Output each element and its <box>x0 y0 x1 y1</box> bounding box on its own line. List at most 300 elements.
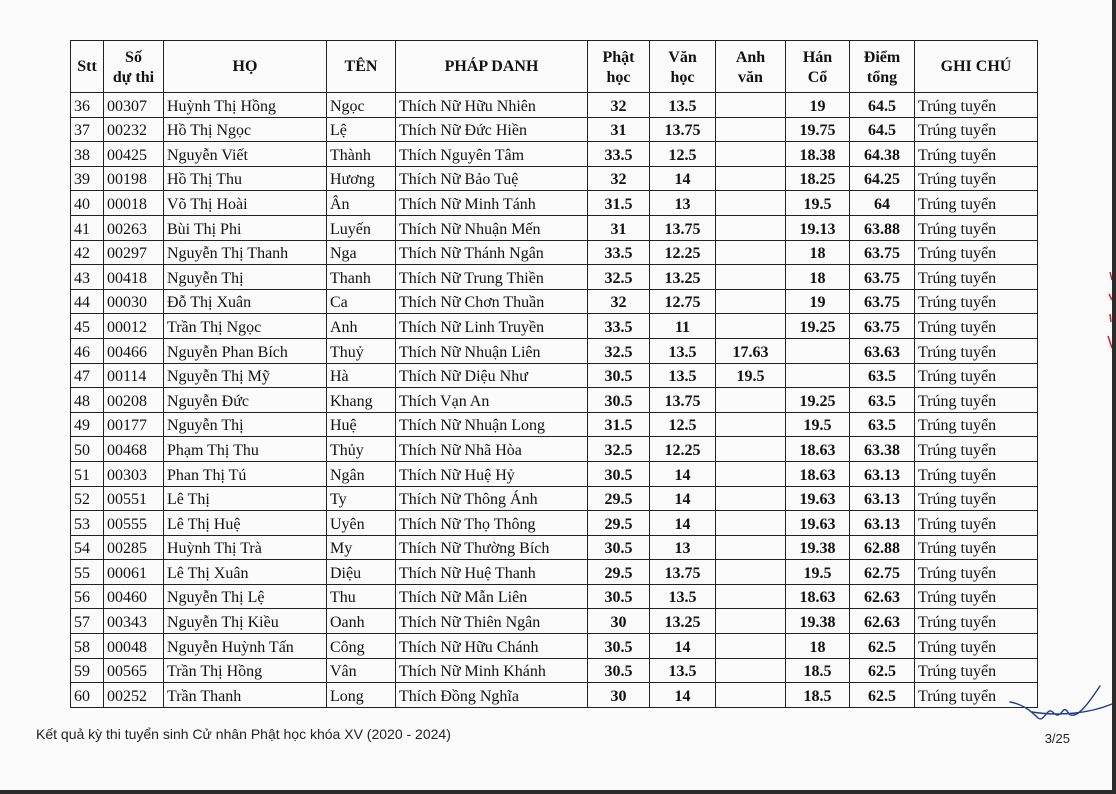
header-label: tổng <box>866 69 898 86</box>
cell-han-co: 19.5 <box>786 560 850 585</box>
cell-so-du-thi: 00012 <box>104 314 164 339</box>
cell-phat-hoc: 29.5 <box>588 486 650 511</box>
cell-diem-tong: 62.88 <box>850 535 915 560</box>
cell-ten: Diệu <box>327 560 396 585</box>
cell-han-co: 19.38 <box>786 609 850 634</box>
cell-ho: Lê Thị Xuân <box>164 560 327 585</box>
cell-ghi-chu: Trúng tuyển <box>915 289 1038 314</box>
cell-diem-tong: 62.63 <box>850 609 915 634</box>
cell-anh-van: 19.5 <box>716 363 786 388</box>
cell-ho: Hồ Thị Thu <box>164 166 327 191</box>
cell-phat-hoc: 31.5 <box>588 191 650 216</box>
cell-ten: My <box>327 535 396 560</box>
cell-han-co: 19.13 <box>786 215 850 240</box>
cell-stt: 50 <box>71 437 104 462</box>
cell-phat-hoc: 31 <box>588 117 650 142</box>
cell-phat-hoc: 31.5 <box>588 412 650 437</box>
cell-anh-van <box>716 658 786 683</box>
cell-han-co: 19.75 <box>786 117 850 142</box>
header-ho: HỌ <box>164 41 327 93</box>
cell-stt: 53 <box>71 511 104 536</box>
cell-han-co: 18.25 <box>786 166 850 191</box>
cell-diem-tong: 62.5 <box>850 634 915 659</box>
cell-phap-danh: Thích Nữ Minh Khánh <box>396 658 588 683</box>
cell-ho: Hồ Thị Ngọc <box>164 117 327 142</box>
cell-van-hoc: 12.5 <box>650 412 716 437</box>
table-row <box>71 142 1038 167</box>
cell-ten: Thủy <box>327 437 396 462</box>
cell-diem-tong: 64 <box>850 191 915 216</box>
table-row <box>71 560 1038 585</box>
cell-han-co <box>786 338 850 363</box>
cell-phap-danh: Thích Nữ Thường Bích <box>396 535 588 560</box>
cell-phap-danh: Thích Nữ Trung Thiền <box>396 265 588 290</box>
cell-phat-hoc: 32.5 <box>588 265 650 290</box>
cell-diem-tong: 64.5 <box>850 117 915 142</box>
cell-anh-van <box>716 535 786 560</box>
table-row <box>71 461 1038 486</box>
table-row <box>71 289 1038 314</box>
cell-stt: 59 <box>71 658 104 683</box>
cell-ghi-chu: Trúng tuyển <box>915 117 1038 142</box>
cell-diem-tong: 63.13 <box>850 486 915 511</box>
cell-diem-tong: 63.13 <box>850 511 915 536</box>
signature-mark <box>1008 680 1114 726</box>
cell-han-co: 19.38 <box>786 535 850 560</box>
cell-phat-hoc: 30.5 <box>588 584 650 609</box>
cell-ho: Phan Thị Tú <box>164 461 327 486</box>
table-row <box>71 265 1038 290</box>
cell-ho: Nguyễn Huỳnh Tấn <box>164 634 327 659</box>
cell-phap-danh: Thích Nguyên Tâm <box>396 142 588 167</box>
table-row <box>71 314 1038 339</box>
cell-van-hoc: 14 <box>650 683 716 708</box>
header-so-du-thi <box>104 41 164 93</box>
table-row <box>71 683 1038 708</box>
cell-phap-danh: Thích Nữ Thánh Ngân <box>396 240 588 265</box>
cell-diem-tong: 63.5 <box>850 388 915 413</box>
cell-so-du-thi: 00198 <box>104 166 164 191</box>
cell-van-hoc: 13 <box>650 535 716 560</box>
cell-stt: 60 <box>71 683 104 708</box>
cell-stt: 48 <box>71 388 104 413</box>
cell-anh-van <box>716 314 786 339</box>
cell-ghi-chu: Trúng tuyển <box>915 412 1038 437</box>
cell-han-co: 18.63 <box>786 461 850 486</box>
table-row <box>71 658 1038 683</box>
header-ghi-chu: GHI CHÚ <box>915 41 1038 93</box>
table-row <box>71 117 1038 142</box>
cell-han-co: 19.25 <box>786 314 850 339</box>
cell-phat-hoc: 30.5 <box>588 658 650 683</box>
header-label: học <box>606 69 631 86</box>
cell-anh-van <box>716 511 786 536</box>
table-row <box>71 486 1038 511</box>
cell-so-du-thi: 00018 <box>104 191 164 216</box>
cell-phap-danh: Thích Nữ Thông Ánh <box>396 486 588 511</box>
cell-anh-van <box>716 117 786 142</box>
cell-ten: Long <box>327 683 396 708</box>
table-row <box>71 535 1038 560</box>
cell-ten: Thuỷ <box>327 338 396 363</box>
cell-diem-tong: 63.75 <box>850 314 915 339</box>
cell-van-hoc: 13.75 <box>650 215 716 240</box>
cell-van-hoc: 14 <box>650 166 716 191</box>
cell-han-co: 19.5 <box>786 412 850 437</box>
cell-diem-tong: 63.75 <box>850 240 915 265</box>
cell-ghi-chu: Trúng tuyển <box>915 314 1038 339</box>
header-label: Hán <box>802 49 833 66</box>
cell-stt: 58 <box>71 634 104 659</box>
table-row <box>71 191 1038 216</box>
cell-ten: Khang <box>327 388 396 413</box>
cell-phap-danh: Thích Nữ Thọ Thông <box>396 511 588 536</box>
cell-phat-hoc: 30 <box>588 683 650 708</box>
cell-van-hoc: 12.25 <box>650 437 716 462</box>
cell-so-du-thi: 00208 <box>104 388 164 413</box>
cell-phat-hoc: 30.5 <box>588 388 650 413</box>
cell-stt: 44 <box>71 289 104 314</box>
table-row <box>71 93 1038 118</box>
scan-edge-right <box>1112 0 1116 794</box>
table-row <box>71 634 1038 659</box>
cell-diem-tong: 63.75 <box>850 289 915 314</box>
cell-phap-danh: Thích Đồng Nghĩa <box>396 683 588 708</box>
cell-stt: 43 <box>71 265 104 290</box>
cell-ho: Trần Thanh <box>164 683 327 708</box>
cell-anh-van <box>716 560 786 585</box>
cell-ho: Nguyễn Thị Lệ <box>164 584 327 609</box>
cell-anh-van <box>716 240 786 265</box>
cell-han-co: 18 <box>786 265 850 290</box>
cell-van-hoc: 13.75 <box>650 560 716 585</box>
cell-phap-danh: Thích Nữ Minh Tánh <box>396 191 588 216</box>
cell-ten: Lệ <box>327 117 396 142</box>
cell-ten: Huệ <box>327 412 396 437</box>
cell-anh-van <box>716 683 786 708</box>
cell-ho: Phạm Thị Thu <box>164 437 327 462</box>
table-row <box>71 412 1038 437</box>
cell-ho: Lê Thị Huệ <box>164 511 327 536</box>
cell-anh-van <box>716 388 786 413</box>
cell-phap-danh: Thích Nữ Huệ Hỷ <box>396 461 588 486</box>
cell-diem-tong: 63.38 <box>850 437 915 462</box>
cell-so-du-thi: 00232 <box>104 117 164 142</box>
cell-ten: Thu <box>327 584 396 609</box>
cell-phat-hoc: 33.5 <box>588 240 650 265</box>
cell-so-du-thi: 00252 <box>104 683 164 708</box>
cell-anh-van: 17.63 <box>716 338 786 363</box>
cell-ghi-chu: Trúng tuyển <box>915 486 1038 511</box>
cell-diem-tong: 64.25 <box>850 166 915 191</box>
cell-phap-danh: Thích Nữ Nhuận Mến <box>396 215 588 240</box>
cell-diem-tong: 64.5 <box>850 93 915 118</box>
header-diem-tong <box>850 41 915 93</box>
cell-ho: Huỳnh Thị Trà <box>164 535 327 560</box>
cell-anh-van <box>716 437 786 462</box>
cell-han-co <box>786 363 850 388</box>
cell-diem-tong: 62.63 <box>850 584 915 609</box>
header-label: văn <box>738 69 763 86</box>
cell-han-co: 18.63 <box>786 437 850 462</box>
cell-so-du-thi: 00307 <box>104 93 164 118</box>
cell-phat-hoc: 30.5 <box>588 634 650 659</box>
cell-van-hoc: 13.25 <box>650 609 716 634</box>
cell-phat-hoc: 32.5 <box>588 338 650 363</box>
cell-ten: Nga <box>327 240 396 265</box>
cell-so-du-thi: 00061 <box>104 560 164 585</box>
header-label: Anh <box>735 49 766 66</box>
cell-anh-van <box>716 191 786 216</box>
cell-stt: 41 <box>71 215 104 240</box>
cell-ten: Công <box>327 634 396 659</box>
cell-van-hoc: 13.5 <box>650 584 716 609</box>
cell-ho: Nguyễn Thị Kiều <box>164 609 327 634</box>
cell-phap-danh: Thích Nữ Nhuận Long <box>396 412 588 437</box>
cell-ghi-chu: Trúng tuyển <box>915 437 1038 462</box>
header-label: Điểm <box>863 49 901 66</box>
table-row <box>71 363 1038 388</box>
cell-van-hoc: 14 <box>650 486 716 511</box>
cell-anh-van <box>716 584 786 609</box>
cell-phat-hoc: 32.5 <box>588 437 650 462</box>
cell-van-hoc: 13.75 <box>650 388 716 413</box>
cell-diem-tong: 64.38 <box>850 142 915 167</box>
cell-ho: Nguyễn Thị <box>164 412 327 437</box>
cell-phap-danh: Thích Nữ Nhã Hòa <box>396 437 588 462</box>
cell-van-hoc: 13.5 <box>650 363 716 388</box>
cell-phat-hoc: 29.5 <box>588 511 650 536</box>
cell-van-hoc: 12.25 <box>650 240 716 265</box>
cell-diem-tong: 62.5 <box>850 658 915 683</box>
table-row <box>71 584 1038 609</box>
cell-ghi-chu: Trúng tuyển <box>915 142 1038 167</box>
cell-van-hoc: 11 <box>650 314 716 339</box>
cell-ghi-chu: Trúng tuyển <box>915 634 1038 659</box>
header-label: học <box>670 69 695 86</box>
cell-phat-hoc: 32 <box>588 93 650 118</box>
cell-phap-danh: Thích Nữ Nhuận Liên <box>396 338 588 363</box>
cell-anh-van <box>716 215 786 240</box>
cell-stt: 51 <box>71 461 104 486</box>
cell-so-du-thi: 00468 <box>104 437 164 462</box>
cell-ghi-chu: Trúng tuyển <box>915 191 1038 216</box>
cell-phap-danh: Thích Nữ Huệ Thanh <box>396 560 588 585</box>
page-number: 3/25 <box>1044 731 1070 746</box>
cell-ghi-chu: Trúng tuyển <box>915 683 1038 708</box>
cell-ghi-chu: Trúng tuyển <box>915 240 1038 265</box>
cell-ho: Nguyễn Thị <box>164 265 327 290</box>
table-row <box>71 166 1038 191</box>
cell-ghi-chu: Trúng tuyển <box>915 658 1038 683</box>
cell-ten: Ca <box>327 289 396 314</box>
cell-diem-tong: 63.75 <box>850 265 915 290</box>
cell-stt: 52 <box>71 486 104 511</box>
cell-han-co: 19.5 <box>786 191 850 216</box>
cell-so-du-thi: 00555 <box>104 511 164 536</box>
cell-phat-hoc: 31 <box>588 215 650 240</box>
cell-ten: Ty <box>327 486 396 511</box>
cell-van-hoc: 13 <box>650 191 716 216</box>
cell-stt: 39 <box>71 166 104 191</box>
cell-anh-van <box>716 609 786 634</box>
cell-ho: Đỗ Thị Xuân <box>164 289 327 314</box>
cell-ho: Trần Thị Ngọc <box>164 314 327 339</box>
cell-stt: 56 <box>71 584 104 609</box>
cell-diem-tong: 63.5 <box>850 412 915 437</box>
header-label: Số <box>125 49 142 66</box>
cell-han-co: 18.5 <box>786 683 850 708</box>
cell-ten: Hà <box>327 363 396 388</box>
cell-van-hoc: 12.5 <box>650 142 716 167</box>
cell-so-du-thi: 00343 <box>104 609 164 634</box>
cell-stt: 46 <box>71 338 104 363</box>
cell-so-du-thi: 00285 <box>104 535 164 560</box>
cell-van-hoc: 14 <box>650 634 716 659</box>
cell-han-co: 18.5 <box>786 658 850 683</box>
cell-anh-van <box>716 166 786 191</box>
cell-ho: Nguyễn Thị Thanh <box>164 240 327 265</box>
cell-han-co: 19 <box>786 289 850 314</box>
cell-ghi-chu: Trúng tuyển <box>915 461 1038 486</box>
cell-phat-hoc: 32 <box>588 289 650 314</box>
cell-ten: Thành <box>327 142 396 167</box>
cell-diem-tong: 63.5 <box>850 363 915 388</box>
cell-stt: 47 <box>71 363 104 388</box>
cell-so-du-thi: 00048 <box>104 634 164 659</box>
cell-van-hoc: 12.75 <box>650 289 716 314</box>
cell-ten: Ân <box>327 191 396 216</box>
cell-ten: Uyên <box>327 511 396 536</box>
cell-ten: Vân <box>327 658 396 683</box>
cell-ho: Lê Thị <box>164 486 327 511</box>
cell-so-du-thi: 00303 <box>104 461 164 486</box>
cell-ho: Bùi Thị Phi <box>164 215 327 240</box>
cell-ghi-chu: Trúng tuyển <box>915 511 1038 536</box>
cell-han-co: 19.25 <box>786 388 850 413</box>
cell-ten: Hương <box>327 166 396 191</box>
cell-ghi-chu: Trúng tuyển <box>915 93 1038 118</box>
cell-van-hoc: 14 <box>650 461 716 486</box>
cell-han-co: 18 <box>786 634 850 659</box>
cell-ho: Nguyễn Viết <box>164 142 327 167</box>
table-row <box>71 338 1038 363</box>
cell-so-du-thi: 00565 <box>104 658 164 683</box>
header-label: Phật <box>602 49 635 66</box>
cell-ghi-chu: Trúng tuyển <box>915 609 1038 634</box>
cell-phap-danh: Thích Nữ Chơn Thuần <box>396 289 588 314</box>
cell-han-co: 18.38 <box>786 142 850 167</box>
cell-ghi-chu: Trúng tuyển <box>915 166 1038 191</box>
cell-stt: 55 <box>71 560 104 585</box>
cell-ten: Ngân <box>327 461 396 486</box>
results-table <box>70 40 1038 708</box>
cell-so-du-thi: 00466 <box>104 338 164 363</box>
cell-ten: Ngọc <box>327 93 396 118</box>
cell-phat-hoc: 32 <box>588 166 650 191</box>
cell-han-co: 18.63 <box>786 584 850 609</box>
cell-stt: 40 <box>71 191 104 216</box>
cell-ho: Nguyễn Phan Bích <box>164 338 327 363</box>
header-label: Cổ <box>807 69 828 86</box>
cell-van-hoc: 13.75 <box>650 117 716 142</box>
table-row <box>71 437 1038 462</box>
cell-anh-van <box>716 412 786 437</box>
footer-caption: Kết quả kỳ thi tuyển sinh Cử nhân Phật học khóa XV (2020 - 2024) <box>36 726 451 742</box>
cell-stt: 54 <box>71 535 104 560</box>
cell-ho: Võ Thị Hoài <box>164 191 327 216</box>
cell-so-du-thi: 00418 <box>104 265 164 290</box>
cell-stt: 45 <box>71 314 104 339</box>
table-row <box>71 609 1038 634</box>
cell-ghi-chu: Trúng tuyển <box>915 560 1038 585</box>
cell-van-hoc: 13.5 <box>650 658 716 683</box>
cell-diem-tong: 63.63 <box>850 338 915 363</box>
header-anh-van <box>716 41 786 93</box>
cell-ghi-chu: Trúng tuyển <box>915 265 1038 290</box>
header-label: Văn <box>668 49 697 66</box>
cell-phap-danh: Thích Nữ Thiên Ngân <box>396 609 588 634</box>
cell-ho: Nguyễn Thị Mỹ <box>164 363 327 388</box>
cell-anh-van <box>716 142 786 167</box>
cell-ghi-chu: Trúng tuyển <box>915 363 1038 388</box>
cell-stt: 38 <box>71 142 104 167</box>
cell-so-du-thi: 00460 <box>104 584 164 609</box>
cell-stt: 36 <box>71 93 104 118</box>
cell-han-co: 19.63 <box>786 486 850 511</box>
table-row <box>71 511 1038 536</box>
header-phap-danh: PHÁP DANH <box>396 41 588 93</box>
cell-ho: Nguyễn Đức <box>164 388 327 413</box>
cell-anh-van <box>716 93 786 118</box>
cell-diem-tong: 62.5 <box>850 683 915 708</box>
cell-ho: Trần Thị Hồng <box>164 658 327 683</box>
cell-phap-danh: Thích Nữ Đức Hiền <box>396 117 588 142</box>
cell-ten: Oanh <box>327 609 396 634</box>
cell-phat-hoc: 30.5 <box>588 461 650 486</box>
cell-phap-danh: Thích Nữ Diệu Như <box>396 363 588 388</box>
cell-van-hoc: 13.5 <box>650 93 716 118</box>
cell-anh-van <box>716 486 786 511</box>
cell-ghi-chu: Trúng tuyển <box>915 215 1038 240</box>
cell-han-co: 19 <box>786 93 850 118</box>
cell-phat-hoc: 30.5 <box>588 535 650 560</box>
cell-ten: Luyến <box>327 215 396 240</box>
cell-ghi-chu: Trúng tuyển <box>915 584 1038 609</box>
cell-phap-danh: Thích Nữ Mẫn Liên <box>396 584 588 609</box>
cell-van-hoc: 13.5 <box>650 338 716 363</box>
cell-anh-van <box>716 461 786 486</box>
cell-phat-hoc: 30.5 <box>588 363 650 388</box>
cell-van-hoc: 13.25 <box>650 265 716 290</box>
cell-stt: 57 <box>71 609 104 634</box>
cell-diem-tong: 62.75 <box>850 560 915 585</box>
cell-ghi-chu: Trúng tuyển <box>915 388 1038 413</box>
cell-diem-tong: 63.88 <box>850 215 915 240</box>
cell-so-du-thi: 00297 <box>104 240 164 265</box>
cell-stt: 37 <box>71 117 104 142</box>
header-van-hoc <box>650 41 716 93</box>
cell-stt: 49 <box>71 412 104 437</box>
cell-ho: Huỳnh Thị Hồng <box>164 93 327 118</box>
cell-phat-hoc: 30 <box>588 609 650 634</box>
cell-stt: 42 <box>71 240 104 265</box>
cell-phat-hoc: 33.5 <box>588 314 650 339</box>
cell-phat-hoc: 33.5 <box>588 142 650 167</box>
scan-edge-bottom <box>0 790 1116 794</box>
table-row <box>71 240 1038 265</box>
cell-phap-danh: Thích Nữ Hữu Chánh <box>396 634 588 659</box>
